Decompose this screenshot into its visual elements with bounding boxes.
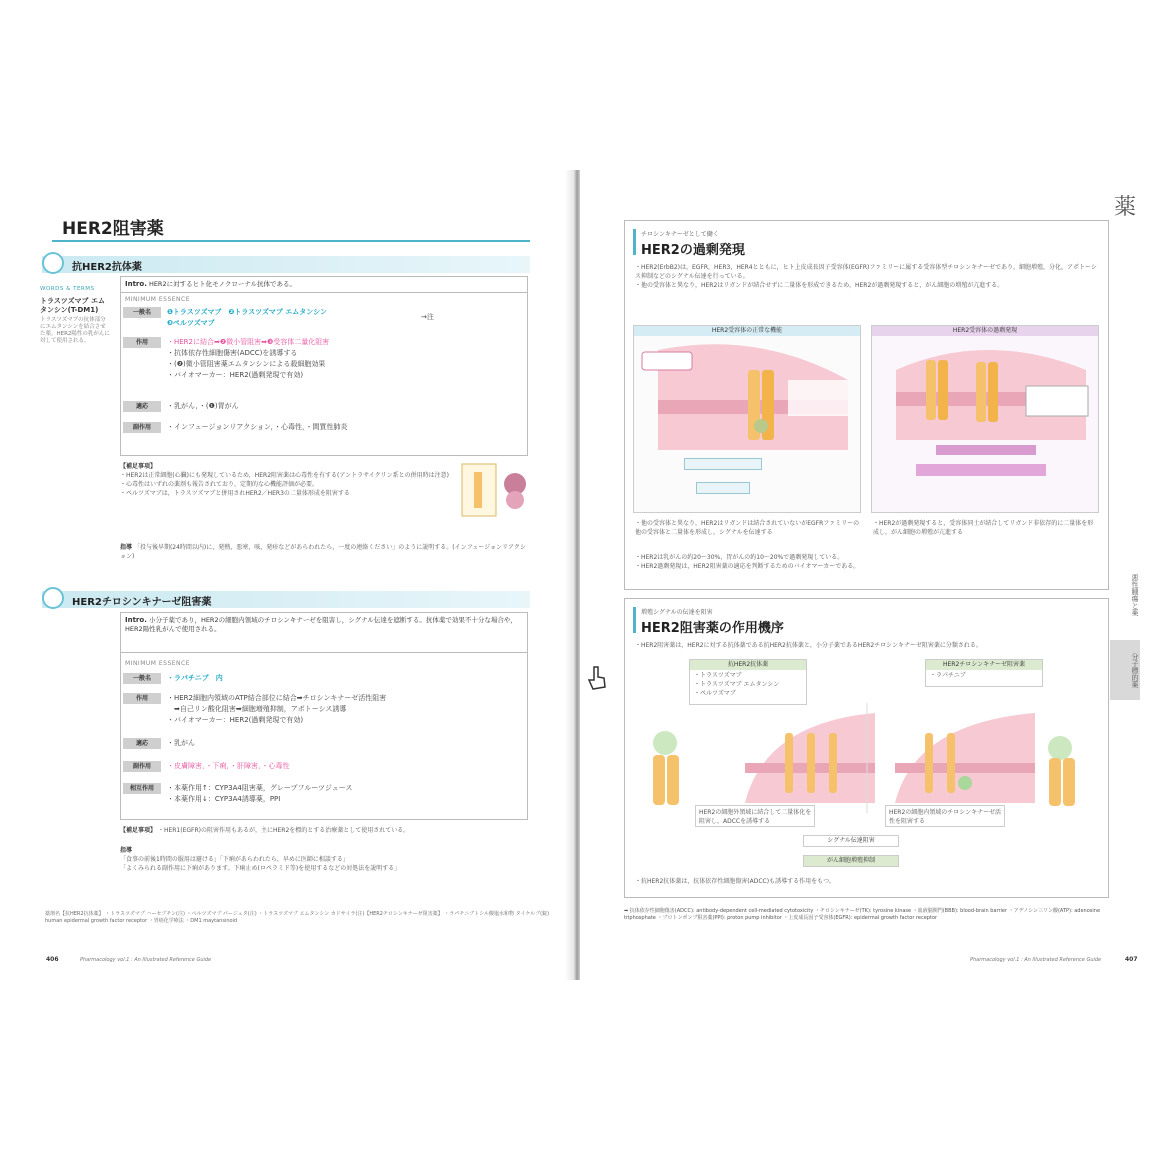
title-accent-bar xyxy=(633,607,636,633)
row-label: 副作用 xyxy=(123,422,161,433)
note-line: ・HER2は正常細胞(心臓)にも発現しているため，HER2阻害薬は心毒性を有する(アントラサイクリン系との併用時は注意) xyxy=(120,472,449,479)
row-label: 相互作用 xyxy=(123,783,161,794)
signal-box xyxy=(684,458,762,470)
overexpression-panel xyxy=(871,325,1099,513)
note-line: 「よくみられる副作用に下痢があります。下痢止め(ロペラミド等)を使用するなどの対処法を説明する」 xyxy=(120,865,401,872)
sidebar-heading: WORDS & TERMS xyxy=(40,286,95,292)
tki-drug-list xyxy=(925,659,1043,687)
action-line: ・抗体依存性細胞傷害(ADCC)を誘導する xyxy=(167,349,298,357)
note-text: ・HER1(EGFR)の阻害作用もあるが，主にHER2を標的とする治療薬として使用されている。 xyxy=(157,827,410,834)
running-footer: Pharmacology vol.1 : An Illustrated Reference Guide xyxy=(970,957,1102,963)
footer-drug-names: 薬剤名【抗HER2抗体薬】 ・トラスツズマブ ハーセプチン(注) ・ペルツズマブ パージェタ(注) ・トラスツズマブ エムタンシン カドサイラ(注)【HER2チロシンキナーゼ阻害薬】 ・ラパチニブトシル酸塩水和物 タイケルブ(錠) human epidermal growth factor receptor ・胃癌化学療法 ・DM1 maytansinoid xyxy=(45,911,550,924)
intro-label: Intro. xyxy=(125,280,147,288)
generic-note: →注 xyxy=(421,313,434,321)
note-label: 【補足事項】 xyxy=(120,827,157,834)
drug-item: ・ラパチニブ xyxy=(930,672,966,679)
minimum-essence-heading: MINIMUM ESSENCE xyxy=(125,660,191,667)
guidance-note xyxy=(120,543,530,561)
side-effects-text: ・インフュージョンリアクション，・心毒性，・間質性肺炎 xyxy=(167,423,348,431)
sidebar-term: トラスツズマブ エムタンシン(T-DM1) xyxy=(40,297,105,314)
generic-names-1: ❶トラスツズマブ ❷トラスツズマブ エムタンシン xyxy=(167,308,327,316)
intro-row xyxy=(121,613,527,653)
row-label: 適応 xyxy=(123,401,161,412)
chapter-tab: 薬 xyxy=(1113,195,1136,220)
left-page xyxy=(40,170,575,980)
box-kicker: 増殖シグナルの伝達を阻害 xyxy=(641,609,713,616)
note-line: ・心毒性はいずれの薬剤も報告されており，定期的な心機能評価が必要。 xyxy=(120,481,319,488)
panel-heading: HER2受容体の正常な機能 xyxy=(634,326,860,336)
row-label: 作用 xyxy=(123,693,161,704)
interaction-line: ・本薬作用↑：CYP3A4阻害薬，グレープフルーツジュース xyxy=(167,784,353,792)
panel-heading: HER2受容体の過剰発現 xyxy=(872,326,1098,336)
title-accent-bar xyxy=(633,229,636,255)
mechanism-illustration xyxy=(635,703,1100,813)
row-label: 一般名 xyxy=(123,673,161,684)
action-line: ・バイオマーカー：HER2(過剰発現で有効) xyxy=(167,371,304,379)
signal-block-box xyxy=(803,835,899,847)
body-paragraph: ・HER2(ErbB2)は，EGFR，HER3，HER4とともに，ヒト上皮成長因子受容体(EGFR)ファミリーに属する受容体型チロシンキナーゼであり，細胞増殖，分化，アポトーシス抑制などのシグナル伝達を行っている。 ・他の受容体と異なり，HER2はリガンドが結合せずに二量体を形成できるため，HER2が過剰発現すると，がん細胞の増殖が亢進する。 xyxy=(635,264,1097,289)
intro-text: HER2に対するヒト化モノクローナル抗体である。 xyxy=(148,280,296,288)
action-line: ➡自己リン酸化阻害➡細胞増殖抑制，アポトーシス誘導 xyxy=(167,705,347,713)
panel-caption: ・HER2が過剰発現すると，受容体同士が結合してリガンド非依存的に二量体を形成し，がん細胞の増殖が亢進する xyxy=(873,520,1094,536)
row-label: 副作用 xyxy=(123,761,161,772)
essence-box-antibody xyxy=(120,276,528,456)
normal-function-panel xyxy=(633,325,861,513)
intro-row xyxy=(121,277,527,293)
mechanism-caption-box xyxy=(885,805,1005,827)
page-number: 406 xyxy=(46,956,59,963)
box-title: HER2の過剰発現 xyxy=(641,243,745,258)
section-circle-icon xyxy=(42,587,64,609)
essence-box-tki xyxy=(120,612,528,820)
drug-item: ・トラスツズマブ エムタンシン xyxy=(694,681,780,688)
intro-text: 小分子薬であり，HER2の細胞内領域のチロシンキナーゼを阻害し，シグナル伝達を遮断する。抗体薬で効果不十分な場合や，HER2陽性乳がんで使用される。 xyxy=(125,616,517,633)
supplementary-note xyxy=(120,826,530,835)
section-title: HER2チロシンキナーゼ阻害薬 xyxy=(72,597,212,608)
page-number: 407 xyxy=(1125,956,1138,963)
action-line: ・(❷)微小管阻害薬エムタンシンによる殺細胞効果 xyxy=(167,360,326,368)
note-line: 「食事の前後1時間の服用は避ける」「下痢があらわれたら，早めに医師に相談する」 xyxy=(120,856,349,863)
right-page xyxy=(580,170,1150,980)
chapter-title: HER2阻害薬 xyxy=(62,219,164,239)
hand-pointer-icon xyxy=(586,665,608,691)
footer-abbreviations: ➡ 抗体依存性細胞傷害(ADCC): antibody-dependent cell-mediated cytotoxicity ・チロシンキナーゼ(TK): tyrosine kinase ・血液脳関門(BBB): blood-brain barrier ・アデノシン三リン酸(ATP): adenosine triphosphate ・プロトンポンプ阻害薬(PPI): proton pump inhibitor ・上皮成長因子受容体(EGFR): epidermal growth factor receptor xyxy=(624,908,1101,921)
note-label: 指導 xyxy=(120,847,133,854)
box-title: HER2阻害薬の作用機序 xyxy=(641,621,784,636)
overexpressed-receptor-illustration xyxy=(876,340,1094,480)
antibody-illustration xyxy=(460,462,530,520)
panel-caption: ・他の受容体と異なり，HER2はリガンドは結合されていないがEGFRファミリーの他の受容体と二量体を形成し，シグナルを伝達する xyxy=(635,520,860,536)
guidance-note xyxy=(120,846,530,873)
section-title: 抗HER2抗体薬 xyxy=(72,262,142,273)
section-header-antibody xyxy=(42,256,530,273)
running-footer: Pharmacology vol.1 : An Illustrated Reference Guide xyxy=(80,957,212,963)
box-kicker: チロシンキナーゼとして働く xyxy=(641,231,719,238)
section-header-tki xyxy=(42,591,530,608)
action-line: ・バイオマーカー：HER2(過剰発現で有効) xyxy=(167,716,304,724)
words-and-terms-sidebar xyxy=(40,286,110,345)
side-effects-text: ・皮膚障害，・下痢，・肝障害，・心毒性 xyxy=(167,762,290,770)
row-label: 一般名 xyxy=(123,307,161,318)
body-paragraph: ・抗HER2抗体薬は，抗体依存性細胞傷害(ADCC)も誘導する作用をもつ。 xyxy=(635,878,835,885)
overexpression-box xyxy=(624,220,1109,590)
mechanism-caption-box xyxy=(695,805,815,827)
result-box xyxy=(803,855,899,867)
action-line: ・HER2に結合➡❷微小管阻害➡❸受容体二量化阻害 xyxy=(167,338,330,346)
result-label: がん細胞増殖抑制 xyxy=(826,857,875,864)
book-spread xyxy=(40,170,1150,980)
note-text: 「投与後早期(24時間以内)に，発熱，悪寒，咳，発疹などがあらわれたら，一度の連絡ください」のように説明する。(インフュージョンリアクション) xyxy=(120,544,526,560)
section-circle-icon xyxy=(42,252,64,274)
mechanism-box xyxy=(624,598,1109,898)
body-paragraph: ・HER2阻害薬は，HER2に対する抗体薬である抗HER2抗体薬と，小分子薬であるHER2チロシンキナーゼ阻害薬に分類される。 xyxy=(635,642,982,649)
intro-label: Intro. xyxy=(125,616,147,624)
chapter-rule xyxy=(52,240,530,242)
drug-item: ・トラスツズマブ xyxy=(694,672,742,679)
interaction-line: ・本薬作用↓：CYP3A4誘導薬，PPI xyxy=(167,795,281,803)
indication-text: ・乳がん，・(❶)胃がん xyxy=(167,402,239,410)
body-paragraph: ・HER2は乳がんの約20～30%，胃がんの約10～20%で過剰発現している。 ・HER2過剰発現は，HER2阻害薬の適応を判断するためのバイオマーカーである。 xyxy=(635,554,860,570)
antibody-drug-list xyxy=(689,659,807,705)
mechanism-caption: HER2の細胞内領域のチロシンキナーゼ活性を阻害する xyxy=(889,809,1002,825)
note-label: 指導 xyxy=(120,544,133,551)
row-label: 作用 xyxy=(123,337,161,348)
minimum-essence-heading: MINIMUM ESSENCE xyxy=(125,296,191,303)
side-tab-chapter: 悪性腫瘍と薬 xyxy=(1131,574,1139,616)
mechanism-caption: HER2の細胞外領域に結合して二量体化を阻害し，ADCCを誘導する xyxy=(699,809,812,825)
list-heading: 抗HER2抗体薬 xyxy=(690,660,806,670)
list-heading: HER2チロシンキナーゼ阻害薬 xyxy=(926,660,1042,670)
generic-names: ・ラパチニブ 内 xyxy=(167,674,223,682)
sidebar-text: トラスツズマブの抗体部分にエムタンシンを結合させた薬。HER2陽性の乳がんに対して使用される。 xyxy=(40,317,110,344)
proliferation-box xyxy=(696,482,750,494)
side-tab-section: 分子標的薬 xyxy=(1110,640,1140,700)
signal-block-label: シグナル伝達阻害 xyxy=(827,837,875,844)
row-label: 適応 xyxy=(123,738,161,749)
generic-names-2: ❸ペルツズマブ xyxy=(167,319,215,327)
drug-item: ・ペルツズマブ xyxy=(694,690,736,697)
indication-text: ・乳がん xyxy=(167,739,195,747)
note-label: 【補足事項】 xyxy=(120,463,157,470)
supplementary-note xyxy=(120,462,450,498)
note-line: ・ペルツズマブは，トラスツズマブと併用されHER2／HER3の二量体形成を阻害する xyxy=(120,490,350,497)
normal-receptor-illustration xyxy=(638,340,856,458)
action-line: ・HER2細胞内領域のATP結合部位に結合➡チロシンキナーゼ活性阻害 xyxy=(167,694,387,702)
